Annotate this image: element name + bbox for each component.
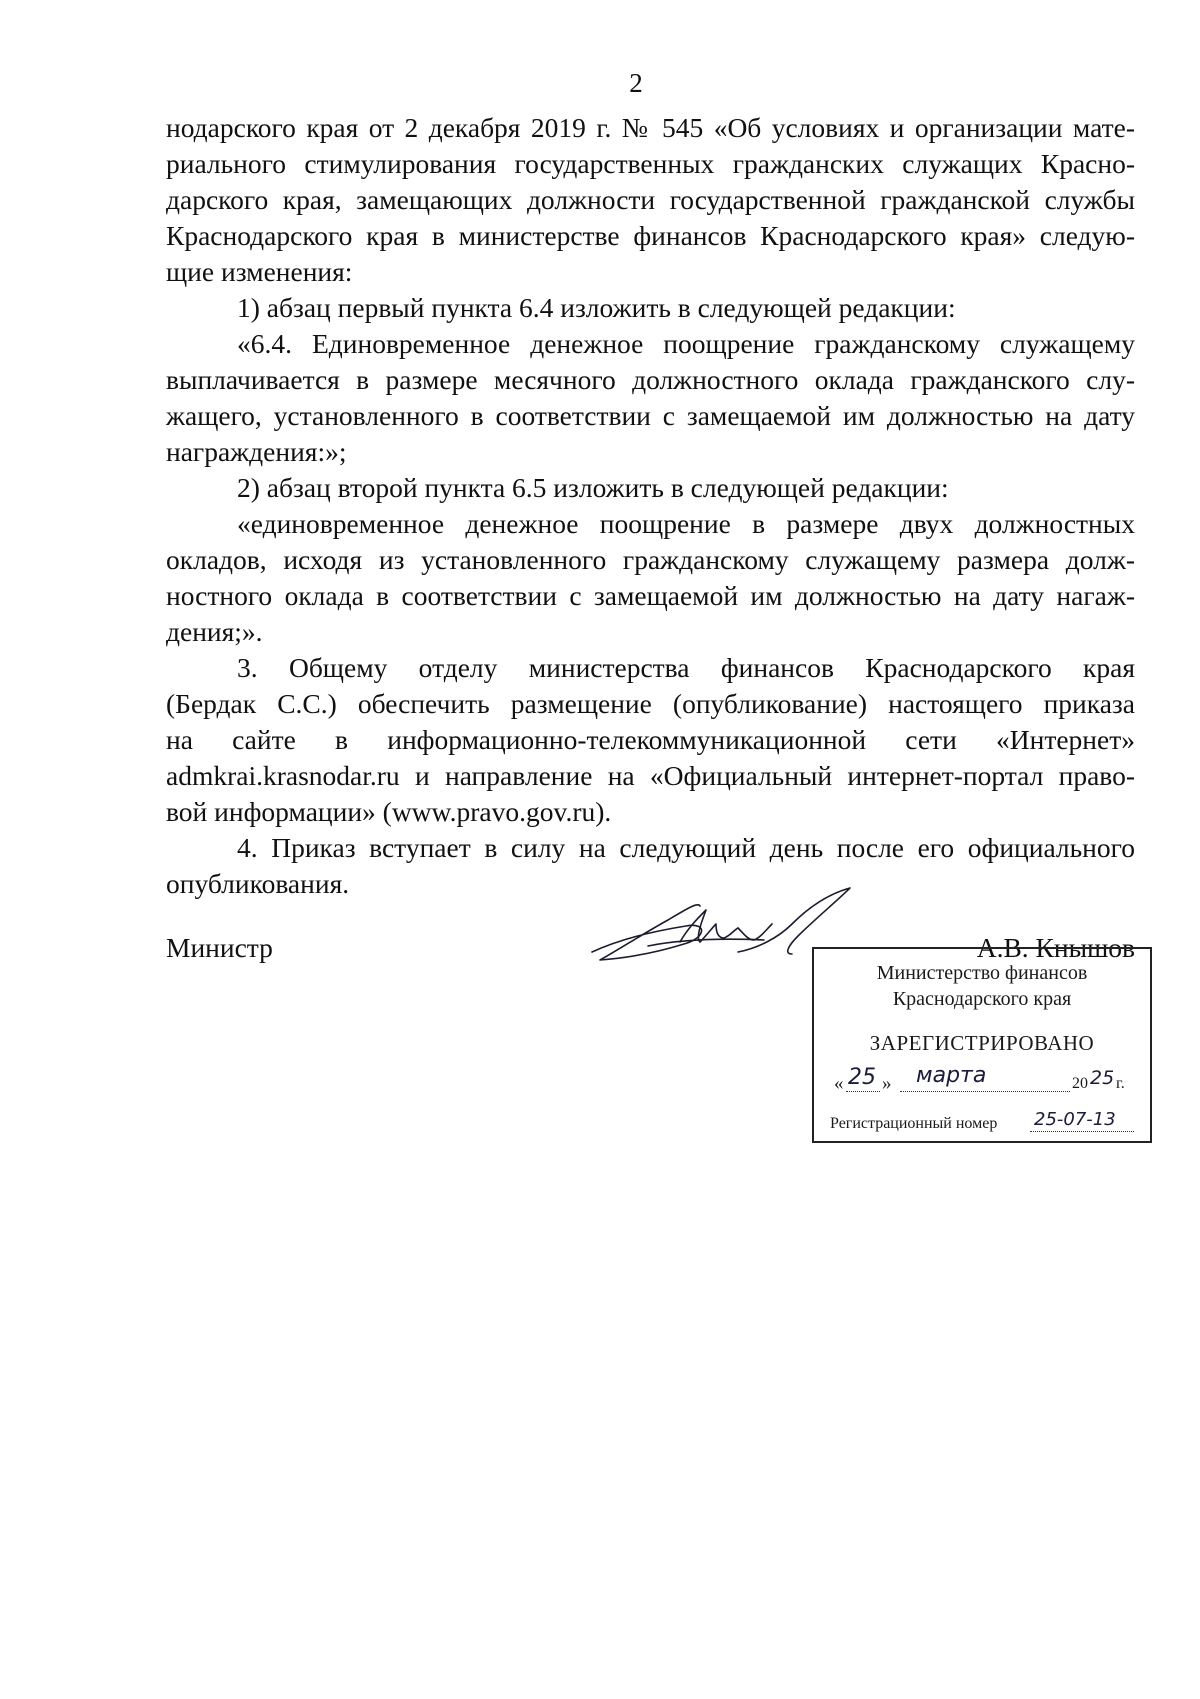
- body-line-8: выплачивается в размере месячного должностного оклада гражданского слу-: [166, 364, 1135, 395]
- stamp-ministry-line: Министерство финансов: [876, 962, 1088, 984]
- stamp-date-month: марта: [916, 1063, 987, 1088]
- stamp-date-close-quote: »: [882, 1073, 892, 1094]
- page-number: 2: [629, 68, 643, 98]
- body-line-19: admkrai.krasnodar.ru и направление на «Официальный интернет-портал право-: [166, 760, 1135, 791]
- body-line-11: 2) абзац второй пункта 6.5 изложить в следующей редакции:: [237, 472, 949, 503]
- stamp-registered-label: ЗАРЕГИСТРИРОВАНО: [869, 1031, 1095, 1055]
- body-line-3: дарского края, замещающих должности государственной гражданской службы: [166, 184, 1135, 215]
- stamp-date: [834, 1063, 1134, 1099]
- stamp-date-month-line: [900, 1091, 1070, 1092]
- stamp-reg-label: Регистрационный номер: [830, 1115, 998, 1132]
- stamp-region-line: Краснодарского края: [892, 988, 1072, 1010]
- body-line-6: 1) абзац первый пункта 6.4 изложить в следующей редакции:: [237, 292, 956, 323]
- body-line-13: окладов, исходя из установленного гражданскому служащему размера долж-: [166, 544, 1135, 575]
- body-line-22: опубликования.: [166, 868, 350, 899]
- body-line-17: (Бердак С.С.) обеспечить размещение (опубликование) настоящего приказа: [166, 688, 1135, 719]
- stamp-reg-number: 25-07-13: [1034, 1109, 1116, 1130]
- stamp-date-day: 25: [848, 1065, 876, 1090]
- body-line-21: 4. Приказ вступает в силу на следующий день после его официального: [237, 832, 1135, 863]
- body-line-1: нодарского края от 2 декабря 2019 г. № 545 «Об условиях и организации мате-: [166, 112, 1135, 143]
- stamp-date-year-prefix: 20: [1072, 1075, 1088, 1092]
- body-line-16: 3. Общему отделу министерства финансов Краснодарского края: [237, 652, 1135, 683]
- registration-stamp: [812, 947, 1152, 1143]
- signatory-title: Министр: [166, 932, 273, 963]
- body-line-7: «6.4. Единовременное денежное поощрение гражданскому служащему: [237, 328, 1135, 359]
- body-line-4: Краснодарского края в министерстве финансов Краснодарского края» следую-: [166, 220, 1135, 251]
- body-line-10: награждения:»;: [166, 436, 347, 467]
- body-line-15: дения;».: [166, 616, 263, 647]
- body-line-12: «единовременное денежное поощрение в размере двух должностных: [237, 508, 1135, 539]
- stamp-date-year-suffix: 25: [1090, 1067, 1115, 1089]
- stamp-date-year-unit: г.: [1116, 1075, 1125, 1092]
- body-line-2: риального стимулирования государственных гражданских служащих Красно-: [166, 148, 1135, 179]
- stamp-registration-number: [830, 1111, 1142, 1139]
- body-line-9: жащего, установленного в соответствии с замещаемой им должностью на дату: [166, 400, 1135, 431]
- body-line-18: на сайте в информационно-телекоммуникационной сети «Интернет»: [166, 724, 1135, 755]
- body-line-20: вой информации» (www.pravo.gov.ru).: [166, 796, 612, 827]
- body-line-5: щие изменения:: [166, 256, 353, 287]
- body-line-14: ностного оклада в соответствии с замещаемой им должностью на дату нагаж-: [166, 580, 1135, 611]
- stamp-reg-number-line: [1030, 1131, 1134, 1132]
- stamp-date-open-quote: «: [834, 1073, 844, 1094]
- stamp-date-day-line: [846, 1091, 880, 1092]
- signatory-name: А.В. Кнышов: [976, 932, 1135, 963]
